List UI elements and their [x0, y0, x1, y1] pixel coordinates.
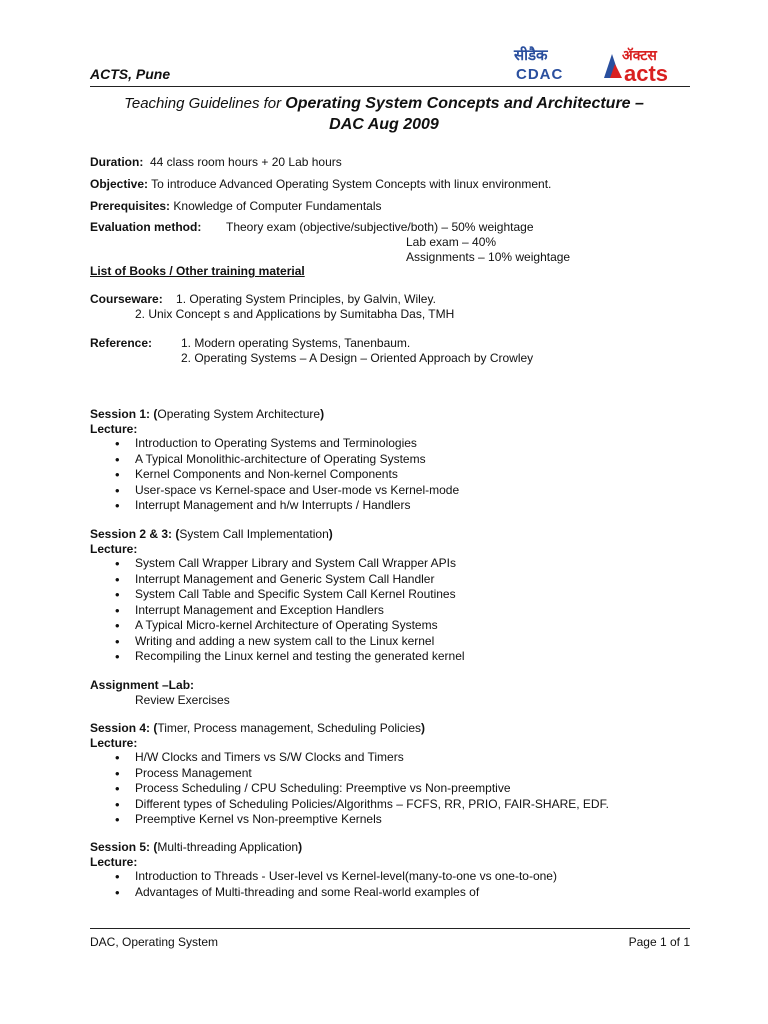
list-item: • Different types of Scheduling Policies/Algorithms – FCFS, RR, PRIO, FAIR-SHARE, EDF. [90, 797, 609, 813]
session-label: Session 1: ( [90, 407, 158, 421]
svg-text:acts: acts [624, 61, 669, 84]
reference-label: Reference: [90, 336, 153, 350]
objective-label: Objective: [90, 177, 149, 191]
list-item: • Interrupt Management and h/w Interrupts / Handlers [90, 498, 459, 514]
session-topic: Multi-threading Application [157, 840, 299, 854]
courseware-item: 1. Operating System Principles, by Galvin, Wiley. [176, 292, 436, 306]
list-item: • Writing and adding a new system call to the Linux kernel [90, 634, 465, 650]
lecture-label: Lecture: [90, 855, 138, 869]
lecture-label: Lecture: [90, 422, 138, 436]
list-item: • System Call Table and Specific System Call Kernel Routines [90, 587, 465, 603]
prereq-value: Knowledge of Computer Fundamentals [173, 199, 382, 213]
reference-item: 2. Operating Systems – A Design – Oriented Approach by Crowley [181, 351, 534, 365]
title-prefix: Teaching Guidelines for [124, 95, 286, 112]
session-label: Session 2 & 3: ( [90, 527, 180, 541]
page-number: Page 1 of 1 [628, 935, 690, 949]
session-1-heading [90, 407, 324, 421]
cdac-acts-logo [512, 44, 692, 84]
session-close: ) [298, 840, 303, 854]
session-label: Session 4: ( [90, 721, 158, 735]
list-item: • Process Management [90, 766, 609, 782]
eval-label: Evaluation method: [90, 220, 202, 234]
prereq-line [90, 199, 382, 213]
svg-text:ॲक्टस: ॲक्टस [622, 48, 657, 64]
session-1-list [90, 436, 459, 514]
eval-line [90, 220, 201, 234]
courseware-label: Courseware: [90, 292, 163, 306]
reference-item: 1. Modern operating Systems, Tanenbaum. [181, 336, 411, 350]
session-close: ) [328, 527, 333, 541]
org-name: ACTS, Pune [90, 66, 171, 82]
eval-item: Theory exam (objective/subjective/both) – 50% weightage [226, 220, 534, 234]
books-heading: List of Books / Other training material [90, 264, 305, 278]
header-rule [90, 86, 690, 87]
list-item: • Interrupt Management and Exception Handlers [90, 603, 465, 619]
objective-value: To introduce Advanced Operating System Concepts with linux environment. [151, 177, 552, 191]
list-item: • Interrupt Management and Generic System Call Handler [90, 572, 465, 588]
courseware-item: 2. Unix Concept s and Applications by Sumitabha Das, TMH [135, 307, 455, 321]
footer-course: DAC, Operating System [90, 935, 219, 949]
duration-value: 44 class room hours + 20 Lab hours [150, 155, 342, 169]
prereq-label: Prerequisites: [90, 199, 171, 213]
list-item: • Preemptive Kernel vs Non-preemptive Kernels [90, 812, 609, 828]
courseware-line [90, 292, 436, 306]
objective-line [90, 177, 551, 191]
list-item: • System Call Wrapper Library and System Call Wrapper APIs [90, 556, 465, 572]
session-close: ) [320, 407, 325, 421]
eval-item: Assignments – 10% weightage [406, 250, 571, 264]
session-5-list [90, 869, 557, 900]
session-2-list [90, 556, 465, 665]
eval-item: Lab exam – 40% [406, 235, 497, 249]
session-4-heading [90, 721, 425, 735]
list-item: • Introduction to Operating Systems and Terminologies [90, 436, 459, 452]
list-item: • Advantages of Multi-threading and some Real-world examples of [90, 885, 557, 901]
footer-rule [90, 928, 690, 929]
title-batch: DAC Aug 2009 [329, 116, 439, 133]
session-label: Session 5: ( [90, 840, 158, 854]
svg-text:CDAC: CDAC [516, 66, 564, 83]
title-course: Operating System Concepts and Architecture – [285, 95, 644, 112]
session-2-heading [90, 527, 333, 541]
session-topic: System Call Implementation [179, 527, 329, 541]
session-close: ) [421, 721, 426, 735]
list-item: • Recompiling the Linux kernel and testing the generated kernel [90, 649, 465, 665]
list-item: • A Typical Micro-kernel Architecture of Operating Systems [90, 618, 465, 634]
list-item: • Introduction to Threads - User-level vs Kernel-level(many-to-one vs one-to-one) [90, 869, 557, 885]
list-item: • A Typical Monolithic-architecture of Operating Systems [90, 452, 459, 468]
document-title [0, 95, 768, 113]
assignment-text: Review Exercises [135, 693, 230, 707]
list-item: • H/W Clocks and Timers vs S/W Clocks and Timers [90, 750, 609, 766]
reference-line [90, 336, 152, 350]
duration-label: Duration: [90, 155, 144, 169]
lecture-label: Lecture: [90, 542, 138, 556]
duration-line [90, 155, 342, 169]
assignment-label: Assignment –Lab: [90, 678, 195, 692]
list-item: • Process Scheduling / CPU Scheduling: Preemptive vs Non-preemptive [90, 781, 609, 797]
list-item: • Kernel Components and Non-kernel Components [90, 467, 459, 483]
session-5-heading [90, 840, 302, 854]
session-4-list [90, 750, 609, 828]
list-item: • User-space vs Kernel-space and User-mode vs Kernel-mode [90, 483, 459, 499]
session-topic: Timer, Process management, Scheduling Policies [157, 721, 422, 735]
document-subtitle [0, 116, 768, 134]
svg-text:सीडैक: सीडैक [514, 46, 548, 64]
session-topic: Operating System Architecture [157, 407, 321, 421]
lecture-label: Lecture: [90, 736, 138, 750]
